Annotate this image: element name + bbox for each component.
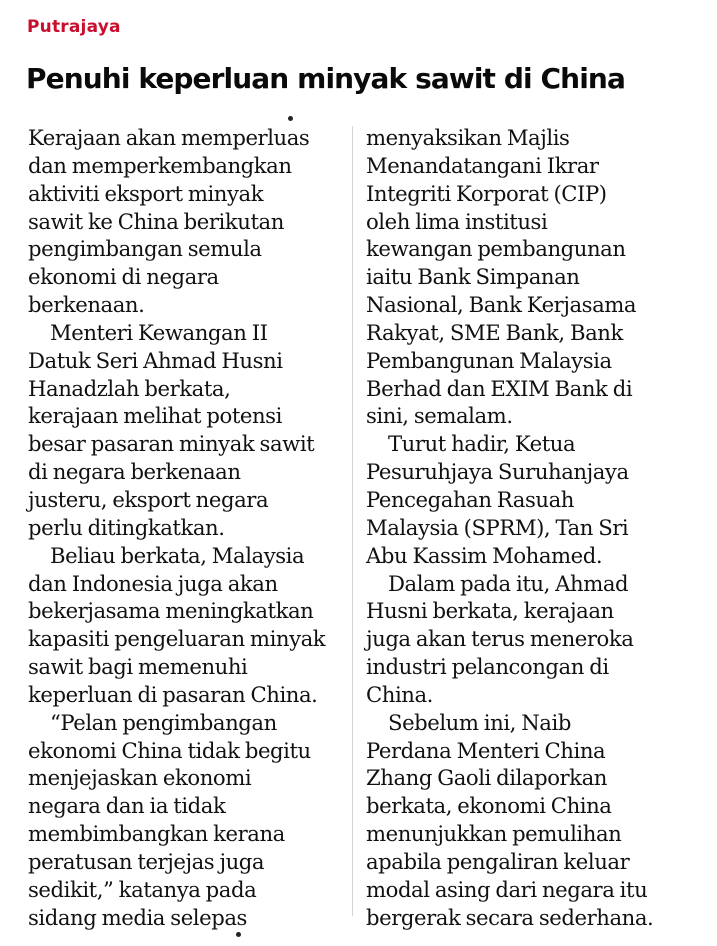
- article-line: dan Indonesia juga akan: [28, 570, 278, 596]
- article-line: Berhad dan EXIM Bank di: [366, 375, 633, 401]
- article-line: keperluan di pasaran China.: [28, 681, 318, 707]
- article-line: Integriti Korporat (CIP): [366, 180, 607, 206]
- article-line: berkata, ekonomi China: [366, 793, 612, 819]
- article-line: Menandatangani Ikrar: [366, 152, 599, 178]
- article-line: Dalam pada itu, Ahmad: [388, 570, 629, 596]
- article-line: Pembangunan Malaysia: [366, 347, 612, 373]
- article-line: perlu ditingkatkan.: [28, 514, 225, 540]
- article-column-left: [28, 124, 346, 931]
- article-line: justeru, eksport negara: [28, 486, 269, 512]
- article-line: di negara berkenaan: [28, 459, 241, 485]
- article-line: bekerjasama meningkatkan: [28, 598, 314, 624]
- article-column-right: [366, 124, 696, 931]
- article-headline: Penuhi keperluan minyak sawit di China: [26, 62, 625, 95]
- article-line: Pencegahan Rasuah: [366, 486, 574, 512]
- article-line: peratusan terjejas juga: [28, 848, 265, 874]
- article-line: sawit ke China berikutan: [28, 208, 284, 234]
- article-line: Husni berkata, kerajaan: [366, 598, 614, 624]
- article-line: Rakyat, SME Bank, Bank: [366, 319, 623, 345]
- article-line: Hanadzlah berkata,: [28, 375, 231, 401]
- article-line: dan memperkembangkan: [28, 152, 292, 178]
- article-line: menjejaskan ekonomi: [28, 765, 252, 791]
- article-line: sawit bagi memenuhi: [28, 654, 248, 680]
- article-line: sedikit,” katanya pada: [28, 876, 257, 902]
- article-line: industri pelancongan di: [366, 654, 609, 680]
- article-line: pengimbangan semula: [28, 236, 262, 262]
- article-line: Perdana Menteri China: [366, 737, 606, 763]
- article-line: bergerak secara sederhana.: [366, 904, 654, 930]
- article-line: Abu Kassim Mohamed.: [366, 542, 603, 568]
- article-line: apabila pengaliran keluar: [366, 848, 630, 874]
- article-line: sini, semalam.: [366, 403, 513, 429]
- article-line: kewangan pembangunan: [366, 236, 626, 262]
- article-line: oleh lima institusi: [366, 208, 548, 234]
- article-line: Turut hadir, Ketua: [388, 431, 576, 457]
- article-line: kapasiti pengeluaran minyak: [28, 626, 326, 652]
- article-line: modal asing dari negara itu: [366, 876, 648, 902]
- article-line: aktiviti eksport minyak: [28, 180, 264, 206]
- print-speck-bottom: [236, 932, 241, 937]
- article-line: ekonomi China tidak begitu: [28, 737, 311, 763]
- article-line: Datuk Seri Ahmad Husni: [28, 347, 283, 373]
- article-line: besar pasaran minyak sawit: [28, 431, 315, 457]
- article-line: iaitu Bank Simpanan: [366, 264, 580, 290]
- article-line: Menteri Kewangan II: [50, 319, 268, 345]
- article-line: Sebelum ini, Naib: [388, 709, 571, 735]
- print-speck-top: [288, 116, 293, 121]
- article-line: negara dan ia tidak: [28, 793, 226, 819]
- section-kicker: Putrajaya: [27, 17, 121, 37]
- article-line: menyaksikan Majlis: [366, 125, 570, 150]
- article-line: ekonomi di negara: [28, 264, 219, 290]
- article-line: juga akan terus meneroka: [366, 626, 634, 652]
- article-line: Malaysia (SPRM), Tan Sri: [366, 514, 629, 540]
- article-line: kerajaan melihat potensi: [28, 403, 282, 429]
- article-line: Nasional, Bank Kerjasama: [366, 292, 637, 318]
- article-line: “Pelan pengimbangan: [50, 709, 277, 735]
- article-line: berkenaan.: [28, 292, 145, 318]
- article-line: menunjukkan pemulihan: [366, 821, 622, 847]
- article-line: membimbangkan kerana: [28, 821, 285, 847]
- article-line: Zhang Gaoli dilaporkan: [366, 765, 607, 791]
- article-line: Kerajaan akan memperluas: [28, 125, 310, 150]
- article-line: sidang media selepas: [28, 904, 247, 930]
- article-line: Pesuruhjaya Suruhanjaya: [366, 459, 629, 485]
- article-line: Beliau berkata, Malaysia: [50, 542, 305, 568]
- column-divider: [352, 126, 353, 916]
- article-line: China.: [366, 681, 433, 707]
